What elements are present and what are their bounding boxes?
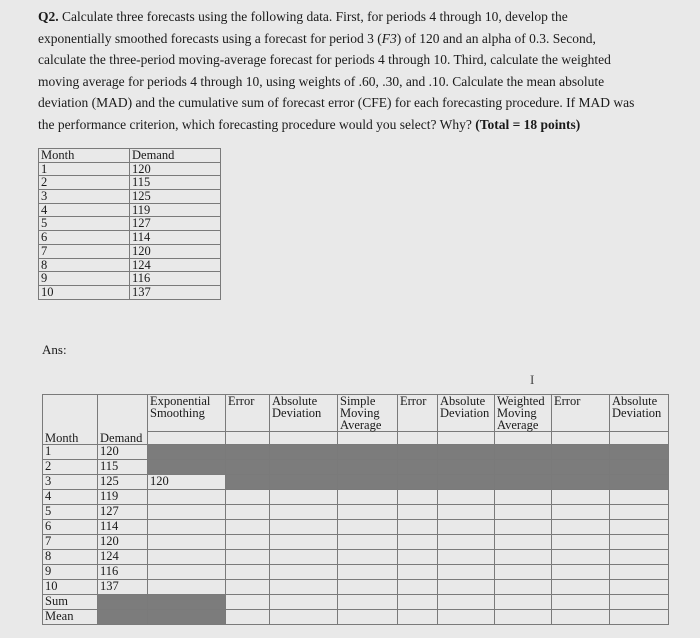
header-month: Month xyxy=(39,149,130,163)
absdev2-cell[interactable] xyxy=(438,474,495,489)
error3-cell[interactable] xyxy=(552,549,610,564)
absdev3-cell[interactable] xyxy=(610,504,669,519)
table-row xyxy=(39,258,221,272)
exp-cell[interactable] xyxy=(148,459,226,474)
absdev3-cell[interactable] xyxy=(610,549,669,564)
demand-cell: 120 xyxy=(98,534,148,549)
month-cell: 1 xyxy=(43,444,98,459)
summary-cell[interactable] xyxy=(148,594,226,609)
mean-label: Mean xyxy=(43,609,98,624)
summary-cell[interactable] xyxy=(98,609,148,624)
error1-cell[interactable] xyxy=(226,459,270,474)
error1-cell[interactable] xyxy=(226,579,270,594)
answer-table[interactable] xyxy=(42,394,669,625)
table-row xyxy=(43,444,669,459)
error1-cell[interactable] xyxy=(226,564,270,579)
month-cell: 6 xyxy=(43,519,98,534)
month-cell: 8 xyxy=(39,258,130,272)
absdev2-cell[interactable] xyxy=(438,579,495,594)
absdev3-cell[interactable] xyxy=(610,579,669,594)
summary-cell[interactable] xyxy=(495,609,552,624)
summary-cell[interactable] xyxy=(148,609,226,624)
demand-cell: 124 xyxy=(98,549,148,564)
header-month-2: Month xyxy=(43,432,98,445)
header-demand: Demand xyxy=(130,149,221,163)
absdev3-cell[interactable] xyxy=(610,474,669,489)
demand-data-table xyxy=(38,148,221,300)
error1-cell[interactable] xyxy=(226,549,270,564)
mean-row xyxy=(43,609,669,624)
absdev2-cell[interactable] xyxy=(438,489,495,504)
error1-cell[interactable] xyxy=(226,444,270,459)
demand-cell: 116 xyxy=(130,272,221,286)
absdev3-cell[interactable] xyxy=(610,519,669,534)
table-row xyxy=(39,231,221,245)
exp-cell[interactable] xyxy=(148,504,226,519)
sma-cell[interactable] xyxy=(338,474,398,489)
summary-cell[interactable] xyxy=(438,594,495,609)
error2-cell[interactable] xyxy=(398,549,438,564)
demand-cell: 125 xyxy=(130,190,221,204)
header-absdev-3: Absolute Deviation xyxy=(610,395,669,432)
table-row xyxy=(43,534,669,549)
month-cell: 10 xyxy=(43,579,98,594)
error3-cell[interactable] xyxy=(552,564,610,579)
wma-cell[interactable] xyxy=(495,504,552,519)
absdev1-cell[interactable] xyxy=(270,519,338,534)
wma-cell[interactable] xyxy=(495,579,552,594)
sma-cell[interactable] xyxy=(338,459,398,474)
question-text xyxy=(38,6,638,135)
wma-cell[interactable] xyxy=(495,564,552,579)
error3-cell[interactable] xyxy=(552,534,610,549)
error2-cell[interactable] xyxy=(398,474,438,489)
summary-cell[interactable] xyxy=(495,594,552,609)
demand-cell: 120 xyxy=(130,162,221,176)
sma-cell[interactable] xyxy=(338,444,398,459)
demand-cell: 116 xyxy=(98,564,148,579)
error3-cell[interactable] xyxy=(552,474,610,489)
error3-cell[interactable] xyxy=(552,489,610,504)
error1-cell[interactable] xyxy=(226,489,270,504)
answer-subheader-row xyxy=(43,432,669,445)
summary-cell[interactable] xyxy=(610,594,669,609)
absdev1-cell[interactable] xyxy=(270,489,338,504)
header-error-3: Error xyxy=(552,395,610,432)
absdev1-cell[interactable] xyxy=(270,564,338,579)
exp-cell[interactable] xyxy=(148,534,226,549)
table-row xyxy=(39,217,221,231)
error3-cell[interactable] xyxy=(552,444,610,459)
demand-cell: 124 xyxy=(130,258,221,272)
table-row xyxy=(39,285,221,299)
summary-cell[interactable] xyxy=(398,594,438,609)
demand-cell: 120 xyxy=(130,244,221,258)
month-cell: 6 xyxy=(39,231,130,245)
error1-cell[interactable] xyxy=(226,534,270,549)
sum-label: Sum xyxy=(43,594,98,609)
month-cell: 9 xyxy=(39,272,130,286)
absdev1-cell[interactable] xyxy=(270,474,338,489)
table-row xyxy=(43,549,669,564)
table-row xyxy=(43,579,669,594)
error3-cell[interactable] xyxy=(552,459,610,474)
absdev3-cell[interactable] xyxy=(610,534,669,549)
table-row xyxy=(39,272,221,286)
header-absdev-1: Absolute Deviation xyxy=(270,395,338,432)
absdev3-cell[interactable] xyxy=(610,564,669,579)
absdev1-cell[interactable] xyxy=(270,549,338,564)
question-body-1: Calculate three forecasts using the following data. First, for periods 4 through 10, develop the exponentially smoothed forecasts using a forecast for period 3 ( xyxy=(38,9,568,46)
header-error-2: Error xyxy=(398,395,438,432)
table-row xyxy=(39,203,221,217)
month-cell: 5 xyxy=(39,217,130,231)
demand-cell: 114 xyxy=(130,231,221,245)
summary-cell[interactable] xyxy=(438,609,495,624)
absdev2-cell[interactable] xyxy=(438,564,495,579)
error2-cell[interactable] xyxy=(398,564,438,579)
wma-cell[interactable] xyxy=(495,459,552,474)
demand-cell: 119 xyxy=(98,489,148,504)
month-cell: 2 xyxy=(39,176,130,190)
sma-cell[interactable] xyxy=(338,549,398,564)
wma-cell[interactable] xyxy=(495,534,552,549)
error2-cell[interactable] xyxy=(398,504,438,519)
exp-cell[interactable]: 120 xyxy=(148,474,226,489)
wma-cell[interactable] xyxy=(495,444,552,459)
exp-cell[interactable] xyxy=(148,579,226,594)
summary-cell[interactable] xyxy=(610,609,669,624)
text-cursor-icon: I xyxy=(530,372,535,387)
summary-cell[interactable] xyxy=(270,609,338,624)
error2-cell[interactable] xyxy=(398,534,438,549)
month-cell: 10 xyxy=(39,285,130,299)
header-sma: Simple Moving Average xyxy=(338,395,398,432)
table-row xyxy=(39,176,221,190)
summary-cell[interactable] xyxy=(338,594,398,609)
exp-cell[interactable] xyxy=(148,444,226,459)
sma-cell[interactable] xyxy=(338,579,398,594)
error3-cell[interactable] xyxy=(552,579,610,594)
month-cell: 1 xyxy=(39,162,130,176)
question-label: Q2. xyxy=(38,9,59,24)
demand-cell: 115 xyxy=(130,176,221,190)
question-body-2: ) of 120 and an alpha of 0.3. Second, calculate the three-period moving-average forecast for periods 4 through 10. Third, calculate the weighted moving average for periods 4 through 10, using weights of .60, .30, and .10. Calculate the mean absolute deviation (MAD) and the cumulative sum of forecast error (CFE) for each forecasting procedure. If MAD was the performance criterion, which forecasting procedure would you select? Why? xyxy=(38,30,635,132)
wma-cell[interactable] xyxy=(495,474,552,489)
absdev3-cell[interactable] xyxy=(610,459,669,474)
question-total: (Total = 18 points) xyxy=(475,116,581,132)
table-row xyxy=(39,190,221,204)
month-cell: 2 xyxy=(43,459,98,474)
answer-label: Ans: xyxy=(42,342,67,357)
error1-cell[interactable] xyxy=(226,504,270,519)
month-cell: 4 xyxy=(43,489,98,504)
answer-header-row xyxy=(43,395,669,432)
sma-cell[interactable] xyxy=(338,489,398,504)
demand-cell: 125 xyxy=(98,474,148,489)
absdev1-cell[interactable] xyxy=(270,504,338,519)
sma-cell[interactable] xyxy=(338,519,398,534)
exp-cell[interactable] xyxy=(148,549,226,564)
header-wma: Weighted Moving Average xyxy=(495,395,552,432)
absdev1-cell[interactable] xyxy=(270,444,338,459)
error2-cell[interactable] xyxy=(398,579,438,594)
absdev2-cell[interactable] xyxy=(438,549,495,564)
absdev2-cell[interactable] xyxy=(438,444,495,459)
absdev1-cell[interactable] xyxy=(270,459,338,474)
absdev2-cell[interactable] xyxy=(438,534,495,549)
exp-cell[interactable] xyxy=(148,519,226,534)
month-cell: 7 xyxy=(39,244,130,258)
error3-cell[interactable] xyxy=(552,504,610,519)
demand-cell: 119 xyxy=(130,203,221,217)
table-header-row xyxy=(39,149,221,163)
header-demand-2: Demand xyxy=(98,432,148,445)
table-row xyxy=(43,519,669,534)
header-exp-smoothing: Exponential Smoothing xyxy=(148,395,226,432)
error2-cell[interactable] xyxy=(398,459,438,474)
summary-cell[interactable] xyxy=(98,594,148,609)
error2-cell[interactable] xyxy=(398,489,438,504)
demand-cell: 127 xyxy=(98,504,148,519)
absdev1-cell[interactable] xyxy=(270,579,338,594)
sma-cell[interactable] xyxy=(338,504,398,519)
table-row xyxy=(43,489,669,504)
summary-cell[interactable] xyxy=(270,594,338,609)
error2-cell[interactable] xyxy=(398,519,438,534)
absdev3-cell[interactable] xyxy=(610,489,669,504)
sma-cell[interactable] xyxy=(338,534,398,549)
summary-cell[interactable] xyxy=(552,594,610,609)
table-row xyxy=(39,162,221,176)
exp-cell[interactable] xyxy=(148,489,226,504)
table-row xyxy=(43,564,669,579)
wma-cell[interactable] xyxy=(495,519,552,534)
table-row xyxy=(43,474,669,489)
error1-cell[interactable] xyxy=(226,474,270,489)
summary-cell[interactable] xyxy=(226,594,270,609)
header-absdev-2: Absolute Deviation xyxy=(438,395,495,432)
demand-cell: 114 xyxy=(98,519,148,534)
month-cell: 8 xyxy=(43,549,98,564)
month-cell: 9 xyxy=(43,564,98,579)
demand-cell: 137 xyxy=(98,579,148,594)
error3-cell[interactable] xyxy=(552,519,610,534)
sma-cell[interactable] xyxy=(338,564,398,579)
summary-cell[interactable] xyxy=(338,609,398,624)
error1-cell[interactable] xyxy=(226,519,270,534)
absdev2-cell[interactable] xyxy=(438,504,495,519)
month-cell: 4 xyxy=(39,203,130,217)
summary-cell[interactable] xyxy=(552,609,610,624)
summary-cell[interactable] xyxy=(226,609,270,624)
demand-cell: 137 xyxy=(130,285,221,299)
month-cell: 3 xyxy=(39,190,130,204)
absdev2-cell[interactable] xyxy=(438,519,495,534)
month-cell: 5 xyxy=(43,504,98,519)
error2-cell[interactable] xyxy=(398,444,438,459)
f3-symbol: F3 xyxy=(381,30,397,46)
month-cell: 7 xyxy=(43,534,98,549)
header-error-1: Error xyxy=(226,395,270,432)
sum-row xyxy=(43,594,669,609)
absdev1-cell[interactable] xyxy=(270,534,338,549)
absdev2-cell[interactable] xyxy=(438,459,495,474)
demand-cell: 115 xyxy=(98,459,148,474)
absdev3-cell[interactable] xyxy=(610,444,669,459)
demand-cell: 120 xyxy=(98,444,148,459)
table-row xyxy=(39,244,221,258)
table-row xyxy=(43,504,669,519)
demand-cell: 127 xyxy=(130,217,221,231)
table-row xyxy=(43,459,669,474)
exp-cell[interactable] xyxy=(148,564,226,579)
month-cell: 3 xyxy=(43,474,98,489)
wma-cell[interactable] xyxy=(495,549,552,564)
wma-cell[interactable] xyxy=(495,489,552,504)
summary-cell[interactable] xyxy=(398,609,438,624)
